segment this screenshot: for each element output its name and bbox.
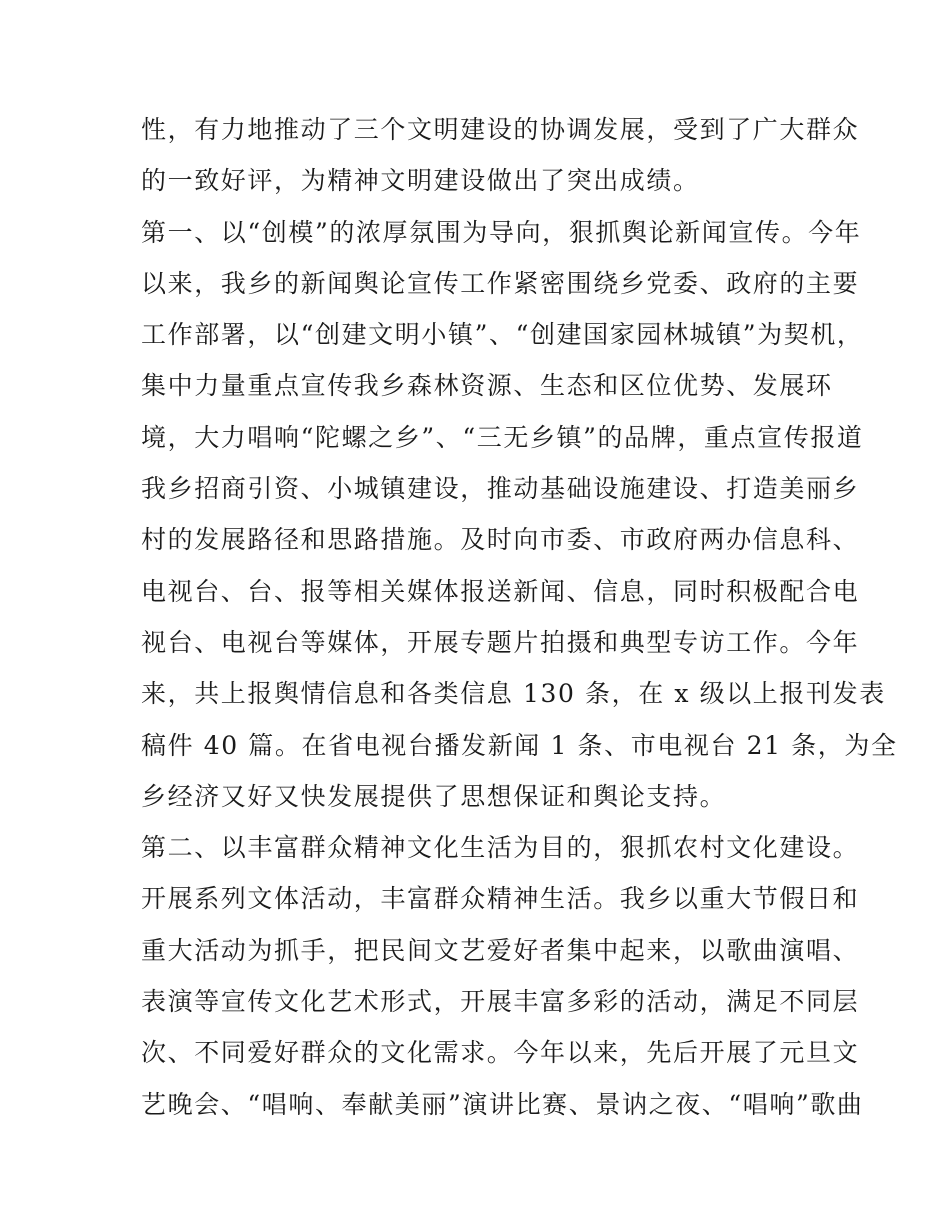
text-line: 开展系列文体活动，丰富群众精神生活。我乡以重大节假日和 [141,884,860,914]
text-line: 第一、以“创模”的浓厚氛围为导向，狠抓舆论新闻宣传。今年 [141,217,862,247]
text-line: 次、不同爱好群众的文化需求。今年以来，先后开展了元旦文 [141,1038,860,1068]
text-line: 稿件 40 篇。在省电视台播发新闻 1 条、市电视台 21 条，为全 [141,730,898,760]
text-line: 艺晚会、“唱响、奉献美丽”演讲比赛、景讷之夜、“唱响”歌曲 [141,1089,864,1119]
text-line: 工作部署，以“创建文明小镇”、“创建国家园林城镇”为契机， [141,320,864,350]
text-line: 集中力量重点宣传我乡森林资源、生态和区位优势、发展环 [141,371,833,401]
text-line: 乡经济又好又快发展提供了思想保证和舆论支持。 [141,781,727,811]
text-line: 第二、以丰富群众精神文化生活为目的，狠抓农村文化建设。 [141,833,860,863]
text-line: 表演等宣传文化艺术形式，开展丰富多彩的活动，满足不同层 [141,987,860,1017]
text-line: 来，共上报舆情信息和各类信息 130 条，在 x 级以上报刊发表 [141,679,886,709]
text-line: 以来，我乡的新闻舆论宣传工作紧密围绕乡党委、政府的主要 [141,268,860,298]
body-text [141,104,898,1130]
text-line: 的一致好评，为精神文明建设做出了突出成绩。 [141,166,700,196]
text-line: 境，大力唱响“陀螺之乡”、“三无乡镇”的品牌，重点宣传报道 [141,422,864,452]
text-line: 性，有力地推动了三个文明建设的协调发展，受到了广大群众 [141,115,860,144]
text-line: 我乡招商引资、小城镇建设，推动基础设施建设、打造美丽乡 [141,474,860,504]
text-line: 电视台、台、报等相关媒体报送新闻、信息，同时积极配合电 [141,576,860,606]
text-line: 视台、电视台等媒体，开展专题片拍摄和典型专访工作。今年 [141,627,860,657]
text-line: 重大活动为抓手，把民间文艺爱好者集中起来，以歌曲演唱、 [141,935,860,965]
text-line: 村的发展路径和思路措施。及时向市委、市政府两办信息科、 [141,525,860,555]
